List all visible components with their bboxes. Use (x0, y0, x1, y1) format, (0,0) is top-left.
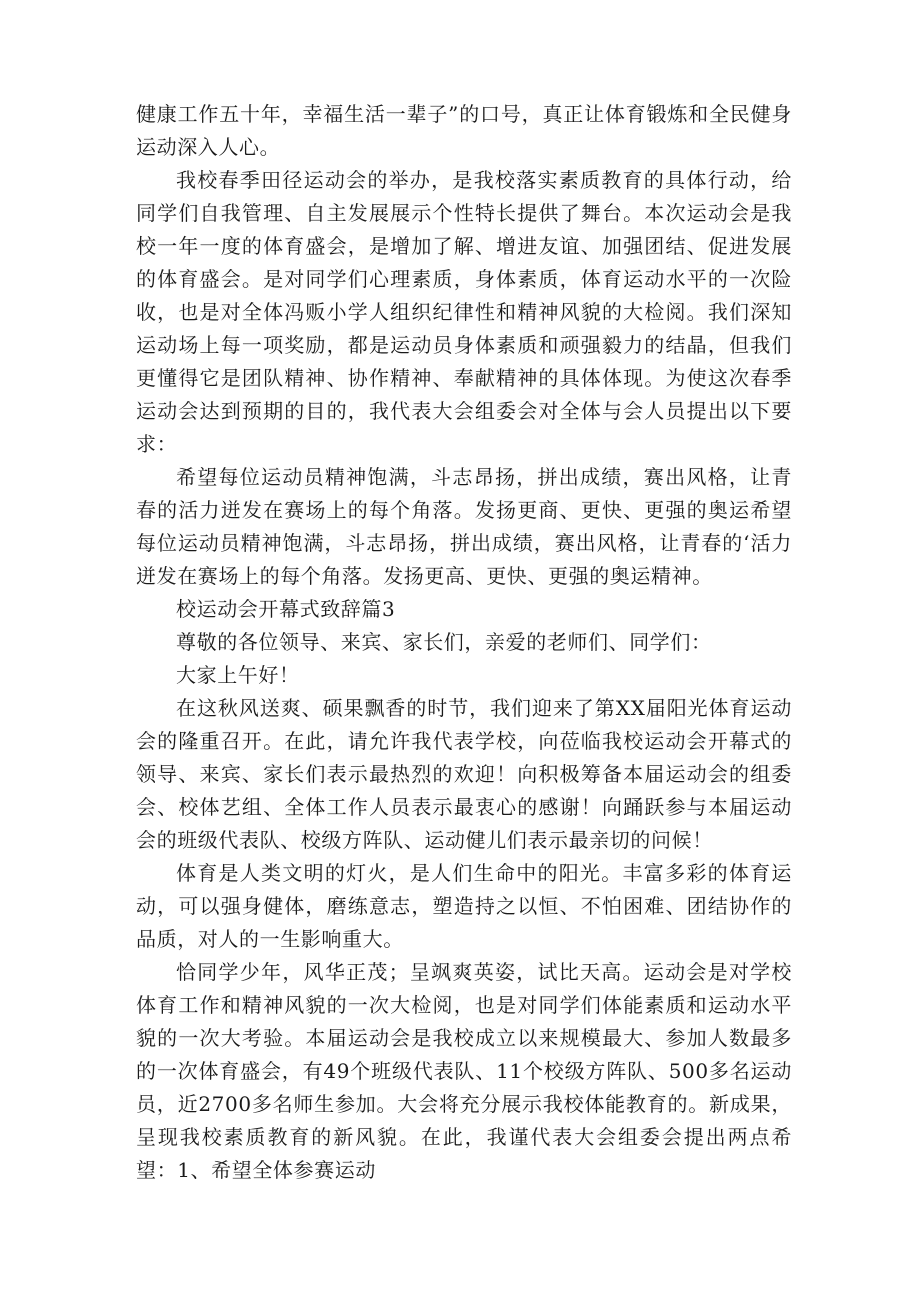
paragraph-9: 恰同学少年，风华正茂；呈飒爽英姿，试比天高。运动会是对学校体育工作和精神风貌的一次大检阅，也是对同学们体能素质和运动水平貌的一次大考验。本届运动会是我校成立以来规模最大、参加人数最多的一次体育盛会，有49个班级代表队、11个校级方阵队、500多名运动员，近2700多名师生参加。大会将充分展示我校体能教育的。新成果，呈现我校素质教育的新风貌。在此，我谨代表大会组委会提出两点希望：1、希望全体参赛运动 (136, 960, 792, 1182)
document-body (136, 98, 792, 1187)
salutation: 尊敬的各位领导、来宾、家长们，亲爱的老师们、同学们： (176, 630, 712, 654)
greeting: 大家上午好！ (176, 663, 300, 687)
paragraph-3: 希望每位运动员精神饱满，斗志昂扬，拼出成绩，赛出风格，让青春的活力迸发在赛场上的每个角落。发扬更商、更快、更强的奥运希望每位运动员精神饱满，斗志昂扬，拼出成绩，赛出风格，让青春的‘活力迸发在赛场上的每个角落。发扬更高、更快、更强的奥运精神。 (136, 465, 792, 588)
paragraph-1: 健康工作五十年，幸福生活一辈子”的口号，真正让体育锻炼和全民健身运动深入人心。 (136, 102, 792, 159)
paragraph-2: 我校春季田径运动会的举办，是我校落实素质教育的具体行动，给同学们自我管理、自主发展展示个性特长提供了舞台。本次运动会是我校一年一度的体育盛会，是增加了解、增进友谊、加强团结、促进发展的体育盛会。是对同学们心理素质，身体素质，体育运动水平的一次险收，也是对全体冯贩小学人组织纪律性和精神风貌的大检阅。我们深知运动场上每一项奖励，都是运动员身体素质和顽强毅力的结晶，但我们更懂得它是团队精神、协作精神、奉献精神的具体体现。为使这次春季运动会达到预期的目的，我代表大会组委会对全体与会人员提出以下要求： (136, 168, 792, 456)
section-heading: 校运动会开幕式致辞篇3 (176, 597, 396, 621)
paragraph-8: 体育是人类文明的灯火，是人们生命中的阳光。丰富多彩的体育运动，可以强身健体，磨练意志，塑造持之以恒、不怕困难、团结协作的品质，对人的一生影响重大。 (136, 861, 792, 951)
paragraph-7: 在这秋风送爽、硕果飘香的时节，我们迎来了第XX届阳光体育运动会的隆重召开。在此，请允许我代表学校，向莅临我校运动会开幕式的领导、来宾、家长们表示最热烈的欢迎！向积极筹备本届运动会的组委会、校体艺组、全体工作人员表示最衷心的感谢！向踊跃参与本届运动会的班级代表队、校级方阵队、运动健儿们表示最亲切的问候！ (136, 696, 792, 852)
